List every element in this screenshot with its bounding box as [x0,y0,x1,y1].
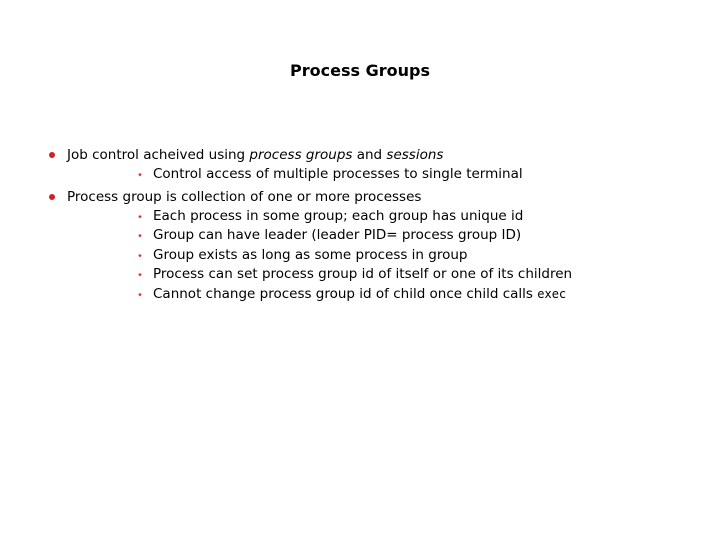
sub-item-text: Control access of multiple processes to single terminal [153,166,523,182]
sub-item [67,285,720,305]
sub-list [67,207,720,305]
code-exec: exec [537,286,567,301]
bullet-item [0,187,720,305]
slide-title: Process Groups [290,61,430,80]
star-icon: ⋆ [136,268,144,282]
sub-item-text: Group exists as long as some process in group [153,246,468,263]
bullet-dot-icon [49,152,55,158]
sub-item [67,246,720,266]
star-icon: ⋆ [136,287,144,301]
bullet-dot-icon [49,194,55,200]
bullet-text: Job control acheived using process groups and sessions [67,147,444,163]
sub-item-text: Each process in some group; each group has unique id [153,207,524,224]
slide-body [0,145,720,305]
emphasis-process-groups: process groups [249,147,353,163]
sub-item-text: Cannot change process group id of child once child calls exec [153,285,567,302]
sub-item [67,207,720,227]
sub-item [67,165,720,185]
bullet-item [0,145,720,185]
sub-item-text: Process can set process group id of itself or one of its children [153,266,573,283]
star-icon: ⋆ [136,168,144,181]
star-icon: ⋆ [136,229,144,243]
sub-item [67,265,720,285]
star-icon: ⋆ [136,248,144,262]
sub-list [67,165,720,185]
star-icon: ⋆ [136,209,144,223]
bullet-text: Process group is collection of one or more processes [67,188,422,205]
emphasis-sessions: sessions [386,147,444,163]
sub-item-text: Group can have leader (leader PID= process group ID) [153,227,522,244]
sub-item [67,226,720,246]
